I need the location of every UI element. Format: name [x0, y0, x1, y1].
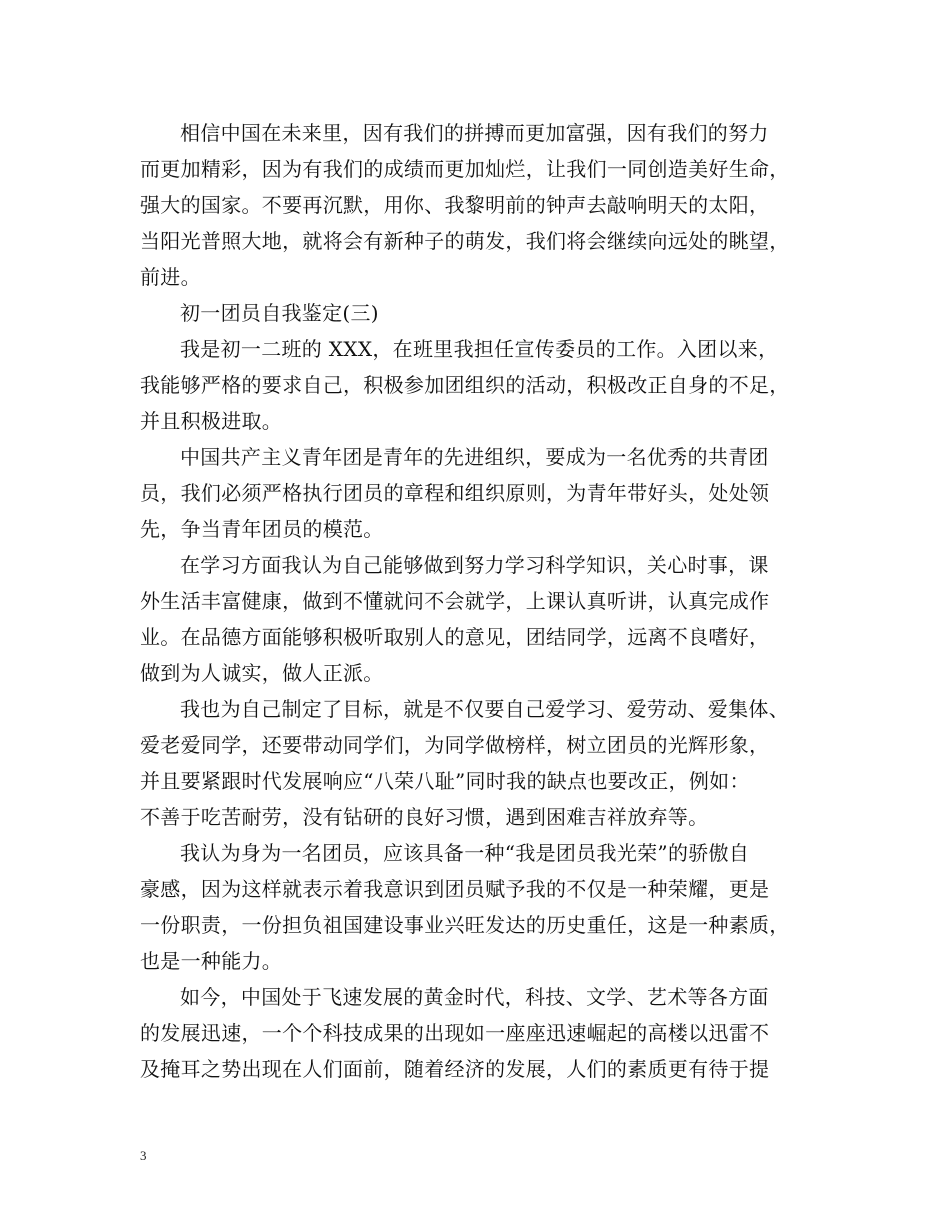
body-text	[140, 115, 830, 1087]
text-line: 强大的国家。不要再沉默，用你、我黎明前的钟声去敲响明天的太阳，	[140, 193, 770, 217]
text-line: 也是一种能力。	[140, 949, 283, 973]
text-line: 我认为身为一名团员，应该具备一种“我是团员我光荣”的骄傲自	[180, 841, 750, 865]
text-line: 如今，中国处于飞速发展的黄金时代，科技、文学、艺术等各方面	[180, 985, 769, 1009]
section-heading: 初一团员自我鉴定(三)	[180, 301, 379, 325]
text-line: 业。在品德方面能够积极听取别人的意见，团结同学，远离不良嗜好，	[140, 625, 770, 649]
text-line: 并且要紧跟时代发展响应“八荣八耻”同时我的缺点也要改正，例如：	[140, 769, 750, 793]
text-line: 做到为人诚实，做人正派。	[140, 661, 384, 685]
text-line: 而更加精彩，因为有我们的成绩而更加灿烂，让我们一同创造美好生命，	[140, 157, 790, 181]
text-line: 并且积极进取。	[140, 409, 283, 433]
text-line: 不善于吃苦耐劳，没有钻研的良好习惯，遇到困难吉祥放弃等。	[140, 805, 709, 829]
text-line: 我能够严格的要求自己，积极参加团组织的活动，积极改正自身的不足，	[140, 373, 790, 397]
text-line: 当阳光普照大地，就将会有新种子的萌发，我们将会继续向远处的眺望，	[140, 229, 790, 253]
text-line: 员，我们必须严格执行团员的章程和组织原则，为青年带好头，处处领	[140, 481, 770, 505]
text-line: 及掩耳之势出现在人们面前，随着经济的发展，人们的素质更有待于提	[140, 1057, 770, 1081]
text-line: 前进。	[140, 265, 201, 289]
text-line: 豪感，因为这样就表示着我意识到团员赋予我的不仅是一种荣耀，更是	[140, 877, 770, 901]
page-number: 3	[140, 1148, 147, 1163]
text-line: 我是初一二班的 XXX，在班里我担任宣传委员的工作。入团以来，	[180, 337, 779, 361]
text-line: 爱老爱同学，还要带动同学们，为同学做榜样，树立团员的光辉形象，	[140, 733, 770, 757]
text-line: 先，争当青年团员的模范。	[140, 517, 384, 541]
text-line: 在学习方面我认为自己能够做到努力学习科学知识，关心时事，课	[180, 553, 769, 577]
text-line: 的发展迅速，一个个科技成果的出现如一座座迅速崛起的高楼以迅雷不	[140, 1021, 770, 1045]
text-line: 相信中国在未来里，因有我们的拼搏而更加富强，因有我们的努力	[180, 121, 769, 145]
text-line: 外生活丰富健康，做到不懂就问不会就学，上课认真听讲，认真完成作	[140, 589, 770, 613]
text-line: 一份职责，一份担负祖国建设事业兴旺发达的历史重任，这是一种素质，	[140, 913, 790, 937]
text-line: 中国共产主义青年团是青年的先进组织，要成为一名优秀的共青团	[180, 445, 769, 469]
text-line: 我也为自己制定了目标，就是不仅要自己爱学习、爱劳动、爱集体、	[180, 697, 789, 721]
